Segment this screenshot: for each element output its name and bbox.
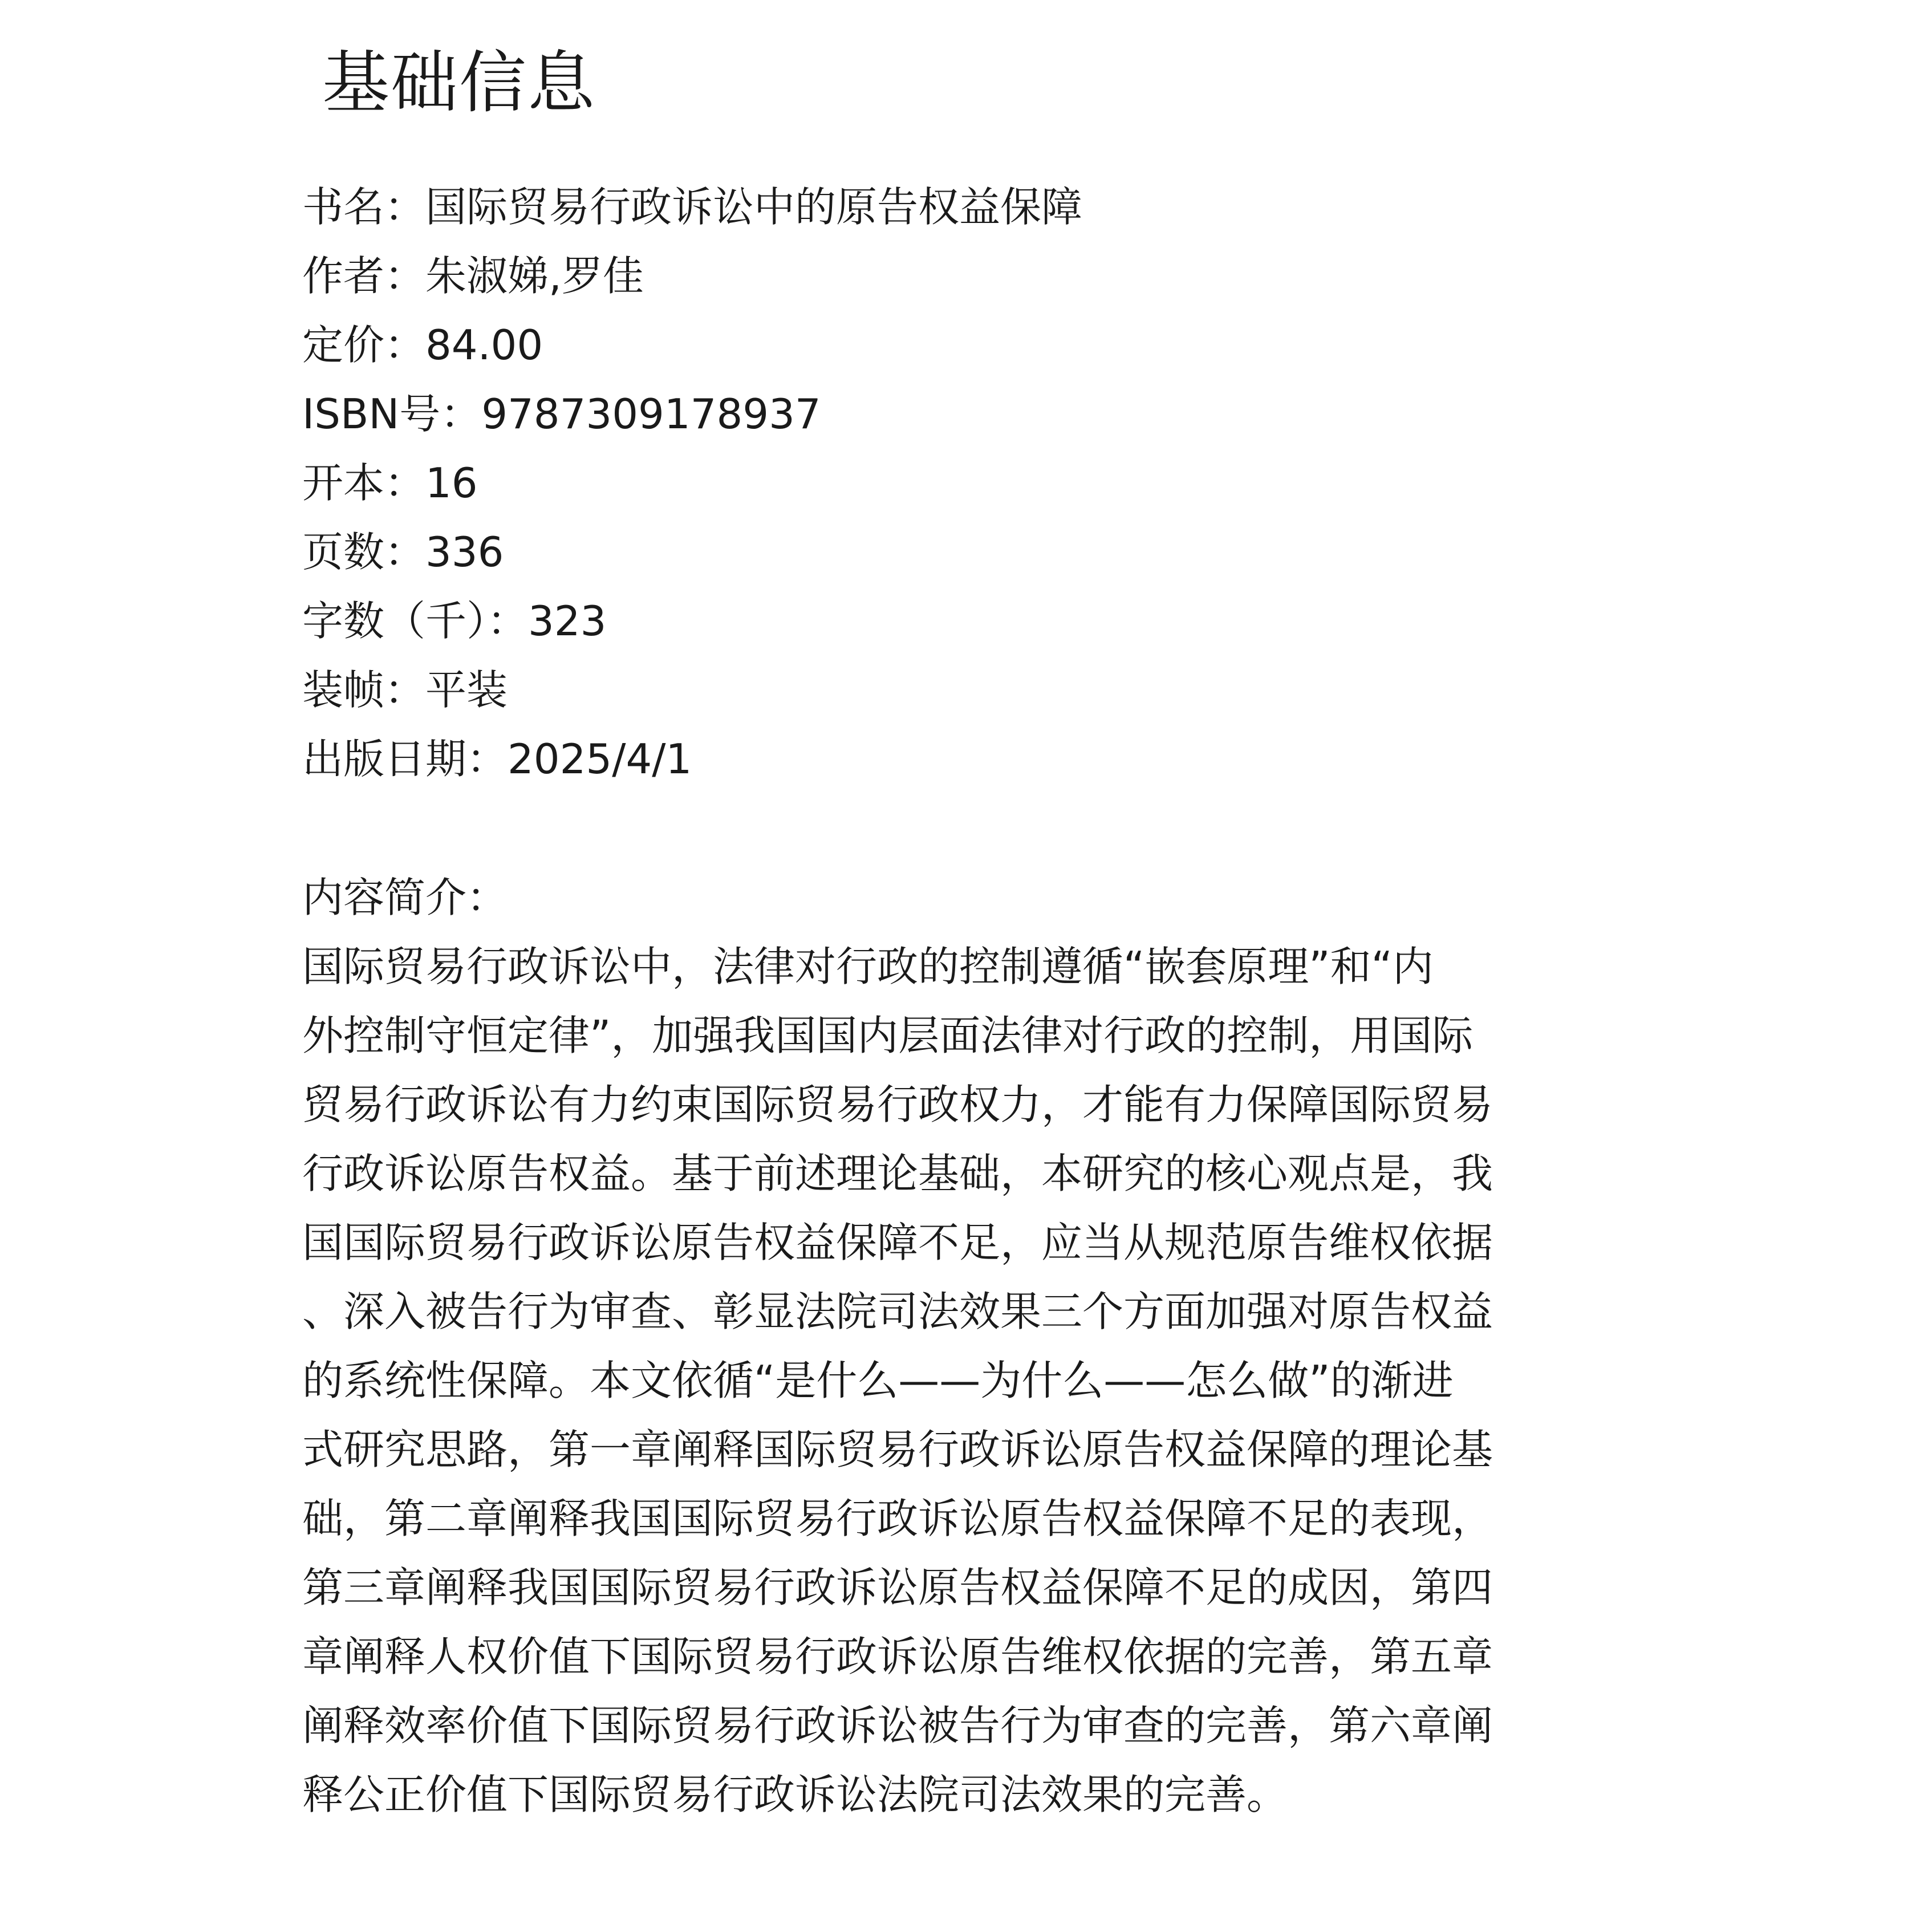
summary-line: 行政诉讼原告权益。基于前述理论基础，本研究的核心观点是，我 [302, 1150, 1493, 1198]
summary-line: 第三章阐释我国国际贸易行政诉讼原告权益保障不足的成因，第四 [302, 1564, 1493, 1612]
summary-line: 国际贸易行政诉讼中，法律对行政的控制遵循“嵌套原理”和“内 [302, 943, 1434, 991]
info-format: 开本：16 [302, 459, 478, 507]
info-price: 定价：84.00 [302, 321, 543, 369]
summary-line: 、深入被告行为审查、彰显法院司法效果三个方面加强对原告权益 [302, 1288, 1493, 1336]
info-pages: 页数：336 [302, 528, 504, 576]
summary-line: 阐释效率价值下国际贸易行政诉讼被告行为审查的完善，第六章阐 [302, 1702, 1493, 1750]
summary-line: 国国际贸易行政诉讼原告权益保障不足，应当从规范原告维权依据 [302, 1219, 1493, 1267]
summary-label: 内容简介： [302, 874, 508, 922]
info-isbn: ISBN号：9787309178937 [302, 390, 821, 438]
summary-line: 贸易行政诉讼有力约束国际贸易行政权力，才能有力保障国际贸易 [302, 1081, 1493, 1129]
summary-text [302, 932, 1648, 1829]
info-publish-date: 出版日期：2025/4/1 [302, 735, 692, 783]
info-author: 作者：朱淑娣,罗佳 [302, 252, 644, 300]
summary-line: 的系统性保障。本文依循“是什么——为什么——怎么做”的渐进 [302, 1357, 1454, 1405]
info-binding: 装帧：平装 [302, 666, 508, 714]
summary-line: 外控制守恒定律”，加强我国国内层面法律对行政的控制，用国际 [302, 1012, 1474, 1060]
summary-line: 章阐释人权价值下国际贸易行政诉讼原告维权依据的完善，第五章 [302, 1633, 1493, 1681]
summary-line: 础，第二章阐释我国国际贸易行政诉讼原告权益保障不足的表现， [302, 1495, 1493, 1543]
info-word-count: 字数（千）：323 [302, 597, 607, 645]
summary-line: 释公正价值下国际贸易行政诉讼法院司法效果的完善。 [302, 1771, 1288, 1819]
page-title: 基础信息 [322, 43, 596, 122]
summary-line: 式研究思路，第一章阐释国际贸易行政诉讼原告权益保障的理论基 [302, 1426, 1493, 1474]
info-book-name: 书名：国际贸易行政诉讼中的原告权益保障 [302, 183, 1083, 231]
info-list [302, 173, 1082, 794]
